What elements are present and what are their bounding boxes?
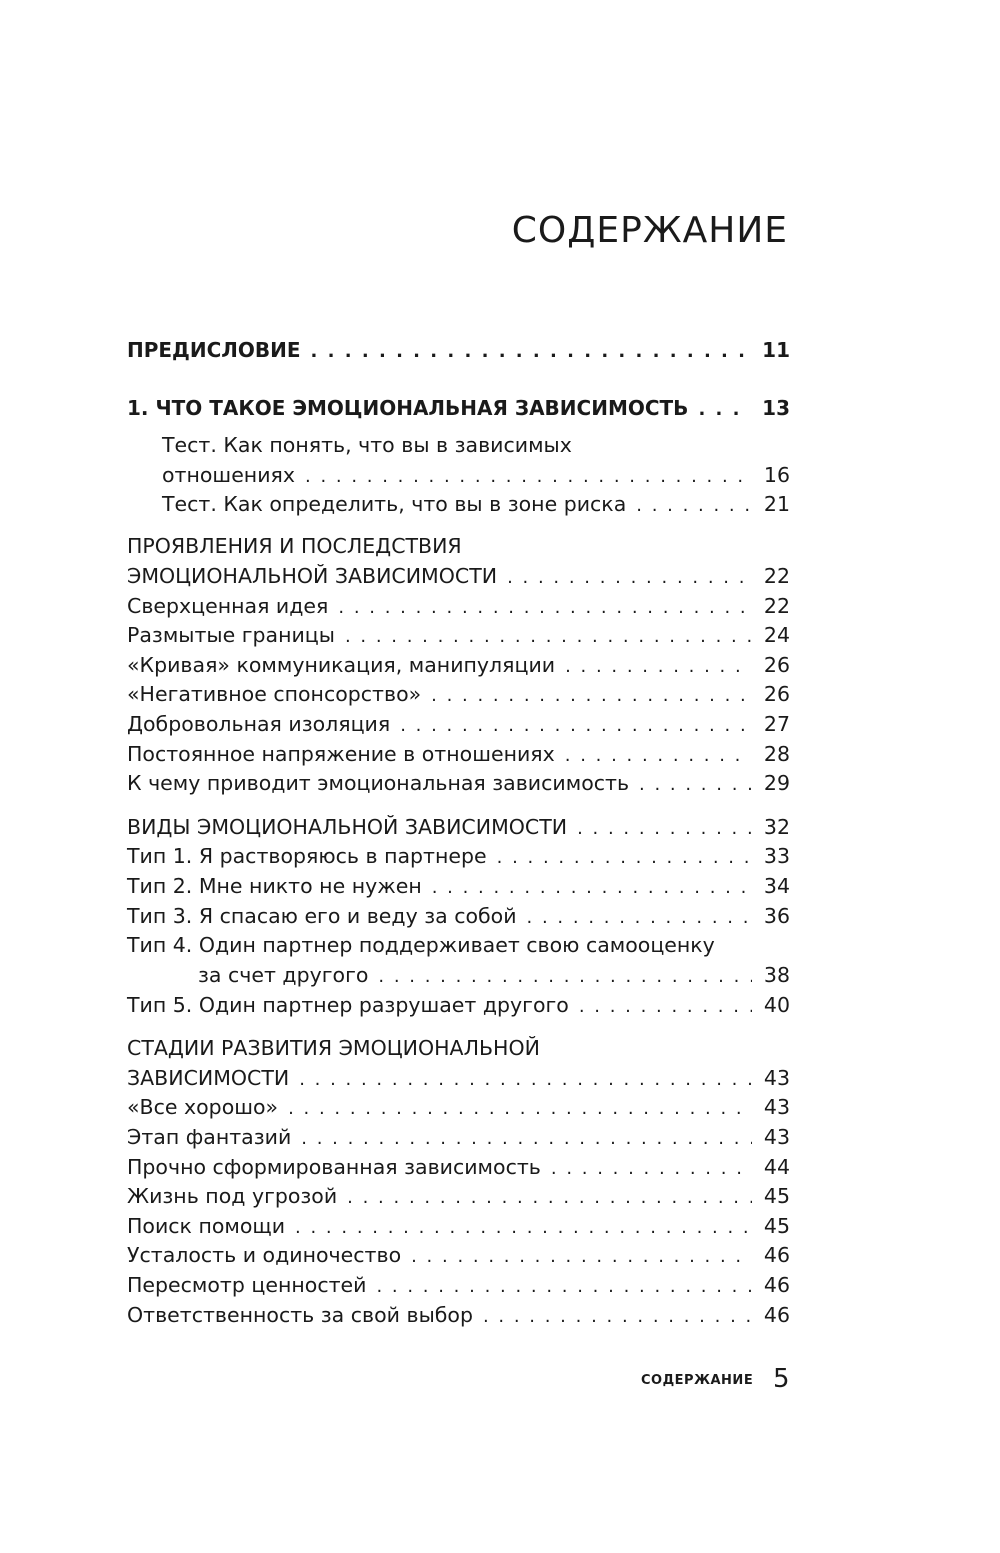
toc-entry[interactable] (127, 709, 790, 739)
toc-entry[interactable] (127, 841, 790, 871)
toc-entry-test-1[interactable] (162, 430, 790, 460)
toc-page-number: 36 (763, 904, 790, 928)
dot-leader (347, 1183, 752, 1213)
toc-entry-type-4-cont[interactable] (198, 960, 790, 990)
toc-entry[interactable] (127, 650, 790, 680)
toc-entry[interactable] (127, 1181, 790, 1211)
dot-leader (311, 337, 751, 367)
dot-leader (579, 992, 752, 1022)
dot-leader (295, 1213, 752, 1243)
toc-entry-label: ЭМОЦИОНАЛЬНОЙ ЗАВИСИМОСТИ (127, 564, 498, 588)
dot-leader (698, 395, 750, 425)
toc-entry-label: «Кривая» коммуникация, манипуляции (127, 653, 556, 677)
toc-page-number: 46 (763, 1273, 790, 1297)
toc-entry-label: Тип 2. Мне никто не нужен (127, 874, 422, 898)
dot-leader (400, 711, 752, 741)
toc-entry-test-2[interactable] (162, 489, 790, 519)
toc-entry-label: за счет другого (198, 963, 369, 987)
dot-leader (288, 1094, 752, 1124)
toc-entry-label: Прочно сформированная зависимость (127, 1155, 541, 1179)
toc-page-number: 16 (763, 463, 790, 487)
toc-section-1-cont[interactable] (127, 561, 790, 591)
toc-section-1[interactable] (127, 531, 790, 561)
toc-entry-label: Добровольная изоляция (127, 712, 391, 736)
dot-leader (376, 1272, 751, 1302)
toc-page-number: 45 (763, 1184, 790, 1208)
toc-section-3[interactable] (127, 1033, 790, 1063)
dot-leader (497, 843, 752, 873)
toc-page-number: 32 (763, 815, 790, 839)
toc-entry[interactable] (127, 1211, 790, 1241)
toc-page-number: 40 (763, 993, 790, 1017)
toc-entry-label: ПРОЯВЛЕНИЯ И ПОСЛЕДСТВИЯ (127, 534, 462, 558)
toc-entry[interactable] (127, 768, 790, 798)
toc-entry-label: Пересмотр ценностей (127, 1273, 367, 1297)
toc-entry-label: Этап фантазий (127, 1125, 292, 1149)
toc-section-3-cont[interactable] (127, 1063, 790, 1093)
toc-entry-label: 1. ЧТО ТАКОЕ ЭМОЦИОНАЛЬНАЯ ЗАВИСИМОСТЬ (127, 396, 689, 420)
dot-leader (507, 563, 752, 593)
dot-leader (301, 1124, 752, 1154)
toc-page-number: 45 (763, 1214, 790, 1238)
dot-leader (411, 1242, 752, 1272)
toc-entry[interactable] (127, 1122, 790, 1152)
toc-entry-label: Жизнь под угрозой (127, 1184, 338, 1208)
dot-leader (483, 1302, 752, 1332)
dot-leader (338, 593, 752, 623)
toc-entry[interactable] (127, 1240, 790, 1270)
toc-entry-label: отношениях (162, 463, 295, 487)
toc-entry-label: Тест. Как определить, что вы в зоне риска (162, 492, 627, 516)
toc-entry-label: Постоянное напряжение в отношениях (127, 742, 555, 766)
dot-leader (432, 873, 752, 903)
running-title: СОДЕРЖАНИЕ (641, 1373, 754, 1388)
dot-leader (551, 1154, 752, 1184)
toc-page-number: 11 (762, 338, 790, 362)
toc-page-number: 46 (763, 1243, 790, 1267)
toc-entry[interactable] (127, 901, 790, 931)
toc-entry-label: Размытые границы (127, 623, 335, 647)
toc-entry[interactable] (127, 620, 790, 650)
page-title: СОДЕРЖАНИЕ (511, 210, 788, 251)
toc-entry-chapter-1[interactable] (127, 393, 790, 423)
toc-entry-label: Поиск помощи (127, 1214, 286, 1238)
dot-leader (378, 962, 752, 992)
toc-entry-label: ЗАВИСИМОСТИ (127, 1066, 290, 1090)
toc-page-number: 34 (763, 874, 790, 898)
toc-page-number: 27 (763, 712, 790, 736)
toc-page-number: 43 (763, 1125, 790, 1149)
dot-leader (577, 814, 752, 844)
toc-section-2[interactable] (127, 812, 790, 842)
page-number: 5 (773, 1364, 790, 1394)
toc-entry-type-4[interactable] (127, 930, 790, 960)
dot-leader (565, 652, 752, 682)
toc-entry-preface[interactable] (127, 335, 790, 365)
toc-page-number: 29 (763, 771, 790, 795)
toc-page-number: 22 (763, 564, 790, 588)
toc-entry[interactable] (127, 591, 790, 621)
toc-entry-label: ПРЕДИСЛОВИЕ (127, 338, 301, 362)
toc-page-number: 38 (763, 963, 790, 987)
toc-entry-type-5[interactable] (127, 990, 790, 1020)
toc-page-number: 28 (763, 742, 790, 766)
toc-entry[interactable] (127, 1300, 790, 1330)
toc-entry[interactable] (127, 1152, 790, 1182)
dot-leader (527, 903, 752, 933)
toc-page-number: 24 (763, 623, 790, 647)
dot-leader (345, 622, 752, 652)
dot-leader (636, 491, 752, 521)
dot-leader (305, 462, 752, 492)
toc-page-number: 22 (763, 594, 790, 618)
dot-leader (565, 741, 752, 771)
toc-page-number: 33 (763, 844, 790, 868)
toc-entry-label: Ответственность за свой выбор (127, 1303, 473, 1327)
toc-entry-label: Тип 1. Я растворяюсь в партнере (127, 844, 487, 868)
toc-page-number: 46 (763, 1303, 790, 1327)
toc-page-number: 21 (763, 492, 790, 516)
toc-page-number: 13 (762, 396, 790, 420)
toc-entry[interactable] (127, 1092, 790, 1122)
toc-entry[interactable] (127, 739, 790, 769)
dot-leader (431, 681, 752, 711)
toc-entry[interactable] (127, 679, 790, 709)
toc-entry-label: Тип 5. Один партнер разрушает другого (127, 993, 569, 1017)
toc-entry[interactable] (127, 1270, 790, 1300)
toc-page-number: 43 (763, 1066, 790, 1090)
dot-leader (639, 770, 752, 800)
toc-page-number: 26 (763, 653, 790, 677)
dot-leader (299, 1065, 752, 1095)
toc-page-number: 43 (763, 1095, 790, 1119)
toc-entry-label: «Негативное спонсорство» (127, 682, 422, 706)
toc-entry-label: Сверхценная идея (127, 594, 329, 618)
toc-entry-label: Тип 4. Один партнер поддерживает свою самооценку (127, 933, 715, 957)
toc-page-number: 26 (763, 682, 790, 706)
toc-entry-label: К чему приводит эмоциональная зависимость (127, 771, 630, 795)
toc-entry-label: СТАДИИ РАЗВИТИЯ ЭМОЦИОНАЛЬНОЙ (127, 1036, 540, 1060)
toc-entry-label: ВИДЫ ЭМОЦИОНАЛЬНОЙ ЗАВИСИМОСТИ (127, 815, 568, 839)
toc-entry[interactable] (127, 871, 790, 901)
toc-entry-label: «Все хорошо» (127, 1095, 279, 1119)
toc-entry-label: Тест. Как понять, что вы в зависимых (162, 433, 572, 457)
toc-page-number: 44 (763, 1155, 790, 1179)
toc-entry-label: Тип 3. Я спасаю его и веду за собой (127, 904, 517, 928)
toc-entry-label: Усталость и одиночество (127, 1243, 402, 1267)
toc-entry-test-1-cont[interactable] (162, 460, 790, 490)
